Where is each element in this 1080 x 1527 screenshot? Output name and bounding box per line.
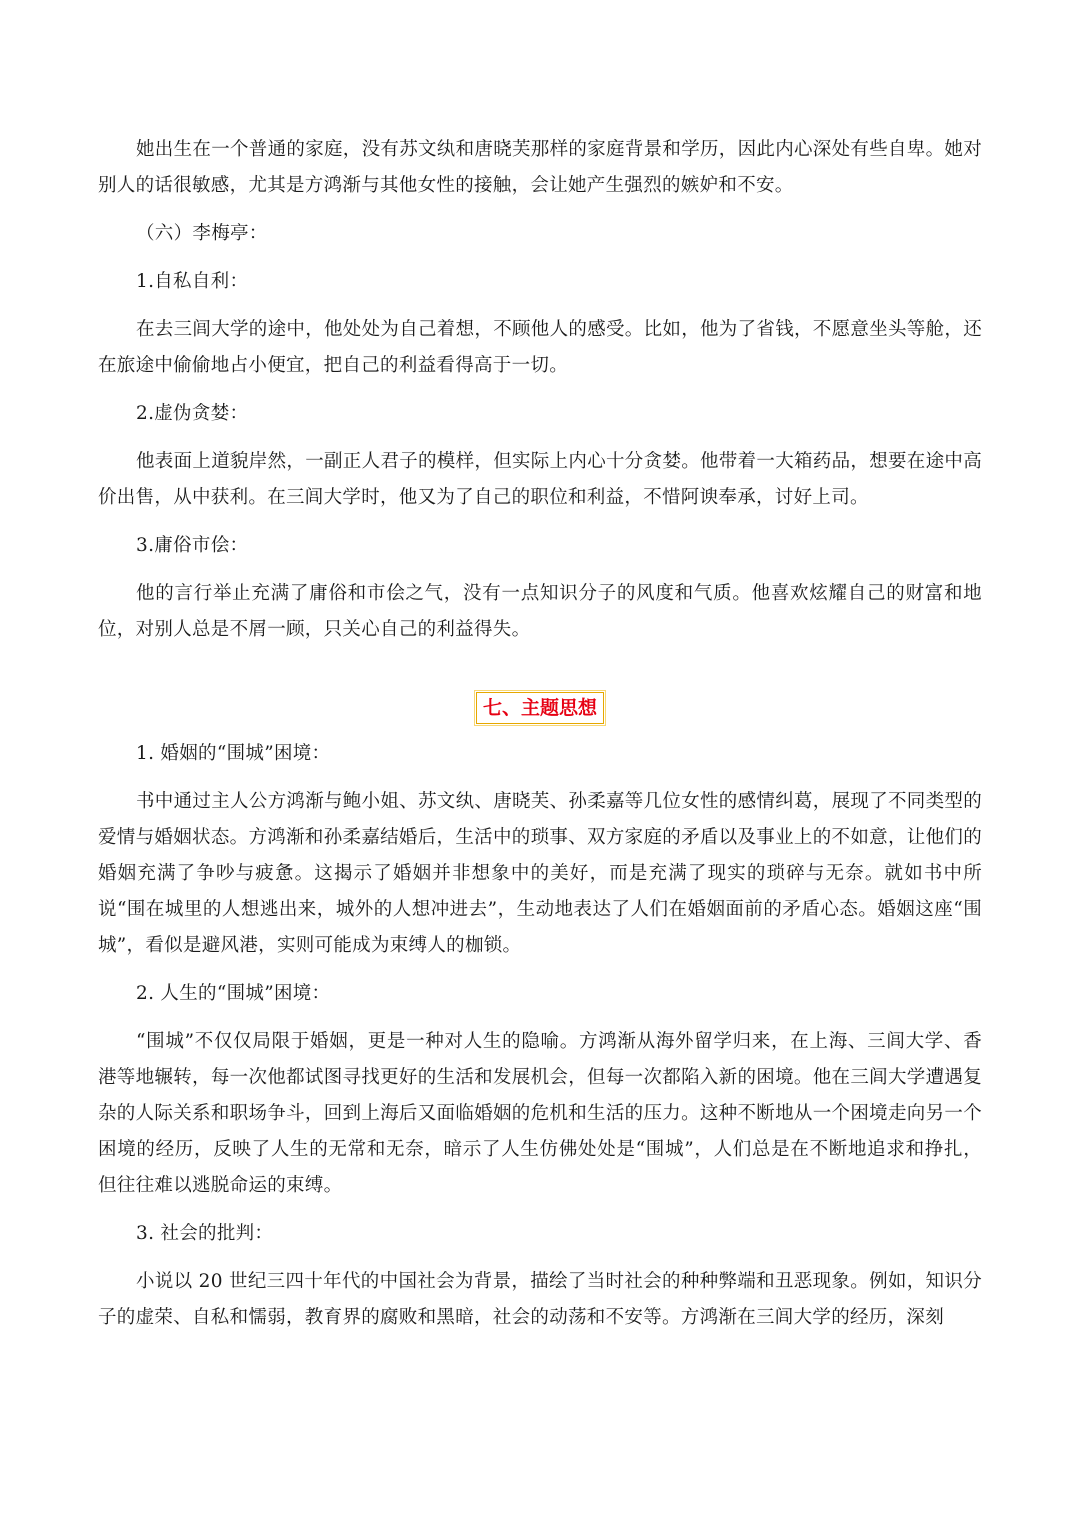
section-heading-theme: 七、主题思想	[476, 692, 604, 724]
theme-heading-life: 2. 人生的“围城”困境：	[136, 983, 331, 1004]
trait-heading-hypocritical: 2.虚伪贪婪：	[136, 403, 249, 424]
subheading-li-mei-ting: （六）李梅亭：	[136, 223, 268, 244]
paragraph-life: “围城”不仅仅局限于婚姻，更是一种对人生的隐喻。方鸿渐从海外留学归来，在上海、三闾大学、香港等地辗转，每一次他都试图寻找更好的生活和发展机会，但每一次都陷入新的困境。他在三闾大学遭遇复杂的人际关系和职场争斗，回到上海后又面临婚姻的危机和生活的压力。这种不断地从一个困境走向另一个困境的经历，反映了人生的无常和无奈，暗示了人生仿佛处处是“围城”，人们总是在不断地追求和挣扎，但往往难以逃脱命运的束缚。	[98, 1031, 982, 1196]
paragraph-vulgar: 他的言行举止充满了庸俗和市侩之气，没有一点知识分子的风度和气质。他喜欢炫耀自己的财富和地位，对别人总是不屑一顾，只关心自己的利益得失。	[98, 583, 982, 640]
document-body	[98, 132, 982, 1336]
trait-heading-selfish: 1.自私自利：	[136, 271, 249, 292]
paragraph-hypocritical: 他表面上道貌岸然，一副正人君子的模样，但实际上内心十分贪婪。他带着一大箱药品，想要在途中高价出售，从中获利。在三闾大学时，他又为了自己的职位和利益，不惜阿谀奉承，讨好上司。	[98, 451, 983, 508]
theme-heading-society: 3. 社会的批判：	[136, 1223, 274, 1244]
section-heading-wrapper	[98, 692, 982, 724]
paragraph-society: 小说以 20 世纪三四十年代的中国社会为背景，描绘了当时社会的种种弊端和丑恶现象。例如，知识分子的虚荣、自私和懦弱，教育界的腐败和黑暗，社会的动荡和不安等。方鸿渐在三闾大学的经历，深刻	[98, 1271, 982, 1328]
paragraph-selfish: 在去三闾大学的途中，他处处为自己着想，不顾他人的感受。比如，他为了省钱，不愿意坐头等舱，还在旅途中偷偷地占小便宜，把自己的利益看得高于一切。	[98, 319, 983, 376]
paragraph-sun-rou-jia-insecurity: 她出生在一个普通的家庭，没有苏文纨和唐晓芙那样的家庭背景和学历，因此内心深处有些自卑。她对别人的话很敏感，尤其是方鸿渐与其他女性的接触，会让她产生强烈的嫉妒和不安。	[98, 139, 983, 196]
theme-heading-marriage: 1. 婚姻的“围城”困境：	[136, 743, 331, 764]
paragraph-marriage: 书中通过主人公方鸿渐与鲍小姐、苏文纨、唐晓芙、孙柔嘉等几位女性的感情纠葛，展现了不同类型的爱情与婚姻状态。方鸿渐和孙柔嘉结婚后，生活中的琐事、双方家庭的矛盾以及事业上的不如意，让他们的婚姻充满了争吵与疲惫。这揭示了婚姻并非想象中的美好，而是充满了现实的琐碎与无奈。就如书中所说“围在城里的人想逃出来，城外的人想冲进去”，生动地表达了人们在婚姻面前的矛盾心态。婚姻这座“围城”，看似是避风港，实则可能成为束缚人的枷锁。	[98, 791, 983, 956]
trait-heading-vulgar: 3.庸俗市侩：	[136, 535, 249, 556]
